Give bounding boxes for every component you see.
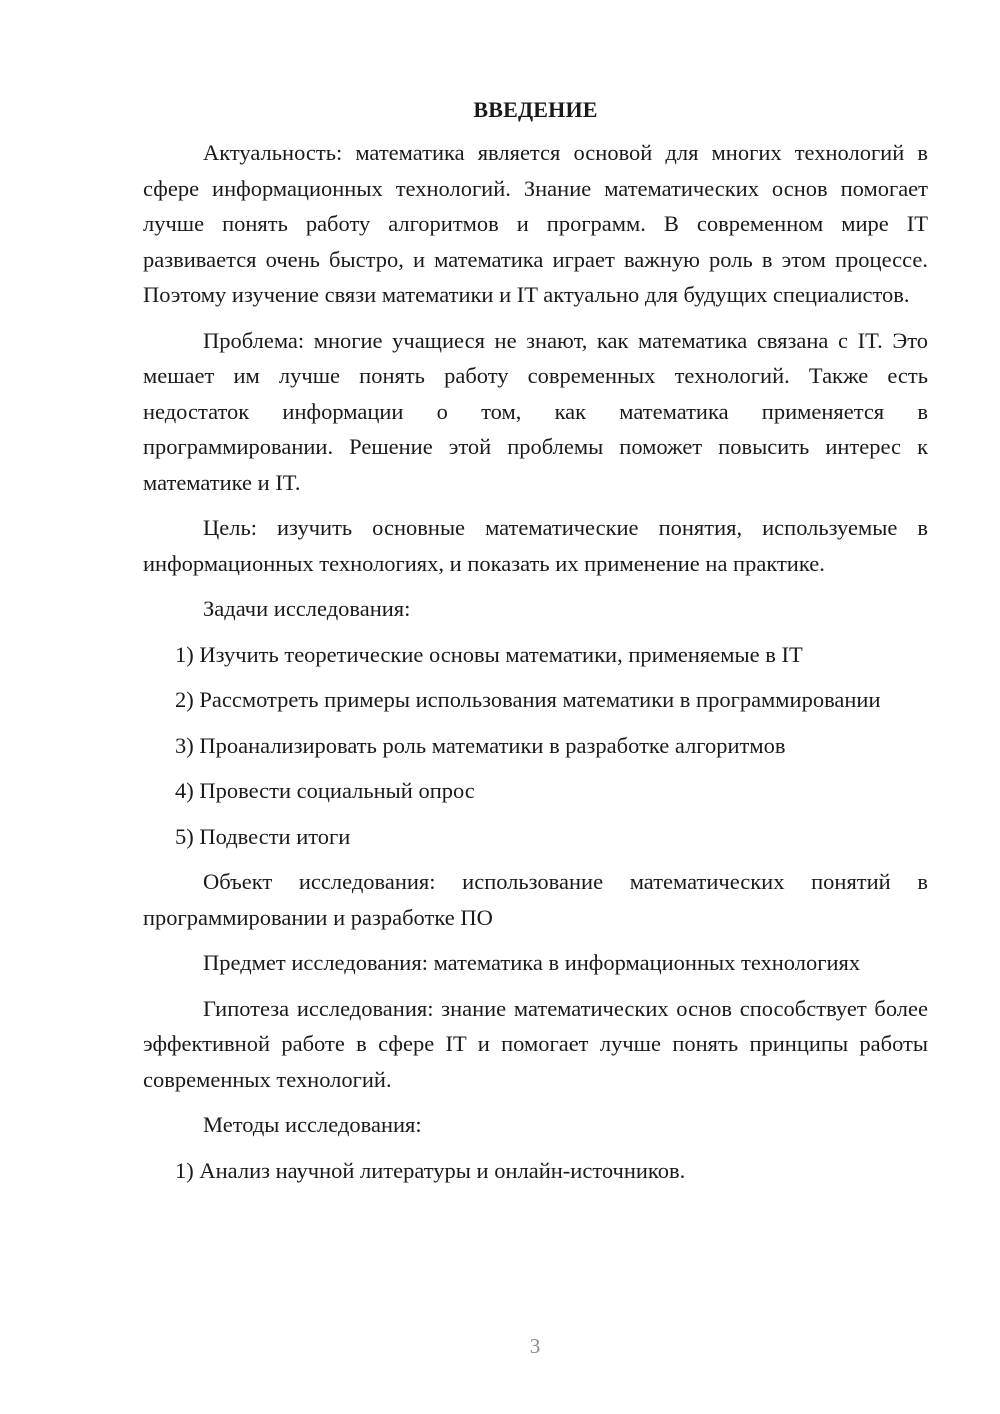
page-title: ВВЕДЕНИЕ bbox=[473, 97, 598, 122]
goal-paragraph: Цель: изучить основные математические понятия, используемые в информационных технологиях, и показать их применение на практике. bbox=[143, 515, 928, 576]
task-item: 4) Провести социальный опрос bbox=[175, 778, 475, 803]
task-item: 2) Рассмотреть примеры использования математики в программировании bbox=[175, 687, 881, 712]
object-paragraph: Объект исследования: использование математических понятий в программировании и разработке ПО bbox=[143, 869, 928, 930]
task-item: 5) Подвести итоги bbox=[175, 823, 351, 849]
task-item: 3) Проанализировать роль математики в разработке алгоритмов bbox=[175, 732, 786, 758]
relevance-paragraph: Актуальность: математика является основой для многих технологий в сфере информационных технологий. Знание математических основ помогает лучше понять работу алгоритмов и программ. В современном мире IT развивается очень быстро, и математика играет важную роль в этом процессе. Поэтому изучение связи математики и IT актуально для будущих специалистов. bbox=[143, 140, 928, 307]
page-content bbox=[143, 95, 928, 1198]
methods-heading: Методы исследования: bbox=[203, 1112, 422, 1137]
hypothesis-paragraph: Гипотеза исследования: знание математических основ способствует более эффективной работе в сфере IT и помогает лучше понять принципы работы современных технологий. bbox=[143, 995, 928, 1092]
task-item: 1) Изучить теоретические основы математики, применяемые в IT bbox=[175, 641, 803, 667]
tasks-heading: Задачи исследования: bbox=[203, 596, 411, 621]
method-item: 1) Анализ научной литературы и онлайн-источников. bbox=[175, 1157, 686, 1183]
problem-paragraph: Проблема: многие учащиеся не знают, как математика связана с IT. Это мешает им лучше понять работу современных технологий. Также есть недостаток информации о том, как математика применяется в программировании. Решение этой проблемы поможет повысить интерес к математике и IT. bbox=[143, 327, 928, 495]
subject-paragraph: Предмет исследования: математика в информационных технологиях bbox=[203, 950, 861, 975]
page-number: 3 bbox=[529, 1334, 541, 1358]
